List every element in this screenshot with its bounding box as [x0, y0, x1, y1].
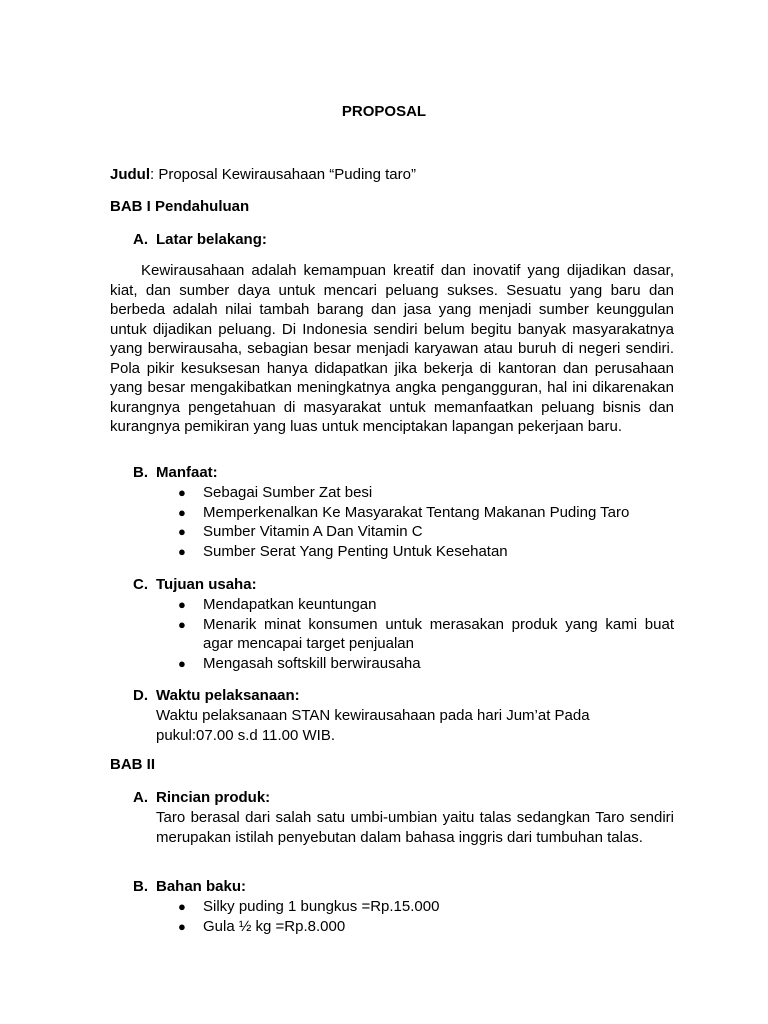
bab2-section-b-heading	[133, 878, 246, 895]
section-letter: B.	[133, 464, 148, 481]
list-item-text: Silky puding 1 bungkus =Rp.15.000	[203, 898, 440, 915]
section-letter: B.	[133, 878, 148, 895]
manfaat-list	[176, 483, 674, 561]
section-letter: C.	[133, 576, 148, 593]
section-label: Rincian produk:	[156, 789, 271, 806]
list-item-text: Memperkenalkan Ke Masyarakat Tentang Makanan Puding Taro	[203, 503, 630, 521]
bahan-baku-list	[176, 897, 674, 936]
bab1-section-c-heading	[133, 576, 257, 593]
document-title: PROPOSAL	[341, 103, 427, 120]
bab1-section-b-heading	[133, 464, 218, 481]
bab1-section-d-heading	[133, 687, 300, 704]
list-item	[176, 897, 674, 917]
list-item-text: Mendapatkan keuntungan	[203, 596, 377, 613]
rincian-produk-paragraph: Taro berasal dari salah satu umbi-umbian yaitu talas sedangkan Taro sendiri merupakan istilah penyebutan dalam bahasa inggris dari tumbuhan talas.	[156, 809, 674, 846]
tujuan-usaha-list	[176, 595, 674, 673]
waktu-pelaksanaan-line-2: pukul:07.00 s.d 11.00 WIB.	[156, 727, 335, 744]
bab1-section-a-heading	[133, 231, 267, 248]
section-label: Waktu pelaksanaan:	[156, 687, 300, 704]
bullet-icon: ●	[178, 543, 186, 559]
list-item-text: Gula ½ kg =Rp.8.000	[203, 917, 346, 935]
bullet-icon: ●	[178, 485, 186, 500]
section-label: Bahan baku:	[156, 878, 247, 895]
latar-belakang-paragraph: Kewirausahaan adalah kemampuan kreatif dan inovatif yang dijadikan dasar, kiat, dan sumber daya untuk mencari peluang sukses. Sesuatu yang baru dan berbeda adalah nilai tambah barang dan jasa yang menjadi sumber keunggulan untuk dijadikan peluang. Di Indonesia sendiri belum begitu banyak masyarakatnya yang berwirausaha, sebagian besar menjadi karyawan atau buruh di negeri sendiri. Pola pikir kesuksesan hanya didapatkan jika bekerja di kantoran dan perusahaan yang besar mengakibatkan meningkatnya angka pengangguran, hal ini dikarenakan kurangnya pengetahuan di masyarakat untuk memanfaatkan peluang bisnis dan kurangnya pemikiran yang luas untuk menciptakan lapangan pekerjaan baru.	[110, 262, 674, 435]
list-item	[176, 917, 674, 937]
list-item-text: Sebagai Sumber Zat besi	[203, 484, 373, 501]
bullet-icon: ●	[178, 918, 186, 934]
bullet-icon: ●	[178, 504, 186, 520]
bab1-heading: BAB I Pendahuluan	[110, 198, 250, 215]
judul-value: : Proposal Kewirausahaan “Puding taro”	[150, 166, 416, 183]
bullet-icon: ●	[178, 597, 186, 612]
section-label: Tujuan usaha:	[156, 576, 257, 593]
bab2-section-a-heading	[133, 789, 270, 806]
bullet-icon: ●	[178, 524, 186, 539]
judul-label: Judul	[110, 166, 150, 183]
list-item-text: Sumber Vitamin A Dan Vitamin C	[203, 523, 423, 540]
list-item	[176, 483, 674, 503]
list-item	[176, 542, 674, 562]
list-item	[176, 522, 674, 542]
list-item-text: Sumber Serat Yang Penting Untuk Kesehatan	[203, 542, 508, 560]
section-letter: A.	[133, 789, 148, 806]
bullet-icon: ●	[178, 899, 186, 914]
section-label: Latar belakang:	[156, 231, 267, 248]
section-letter: D.	[133, 687, 148, 704]
list-item	[176, 654, 674, 674]
list-item	[176, 503, 674, 523]
bullet-icon: ●	[178, 655, 186, 671]
waktu-pelaksanaan-line-1: Waktu pelaksanaan STAN kewirausahaan pada hari Jum’at Pada	[156, 707, 590, 724]
list-item	[176, 595, 674, 615]
list-item	[176, 615, 674, 654]
list-item-text: Mengasah softskill berwirausaha	[203, 654, 421, 672]
list-item-text: Menarik minat konsumen untuk merasakan produk yang kami buat agar mencapai target penjualan	[203, 615, 674, 652]
section-label: Manfaat:	[156, 464, 218, 481]
section-letter: A.	[133, 231, 148, 248]
bullet-icon: ●	[178, 616, 186, 632]
judul-line	[110, 166, 416, 183]
bab2-heading: BAB II	[110, 756, 155, 773]
